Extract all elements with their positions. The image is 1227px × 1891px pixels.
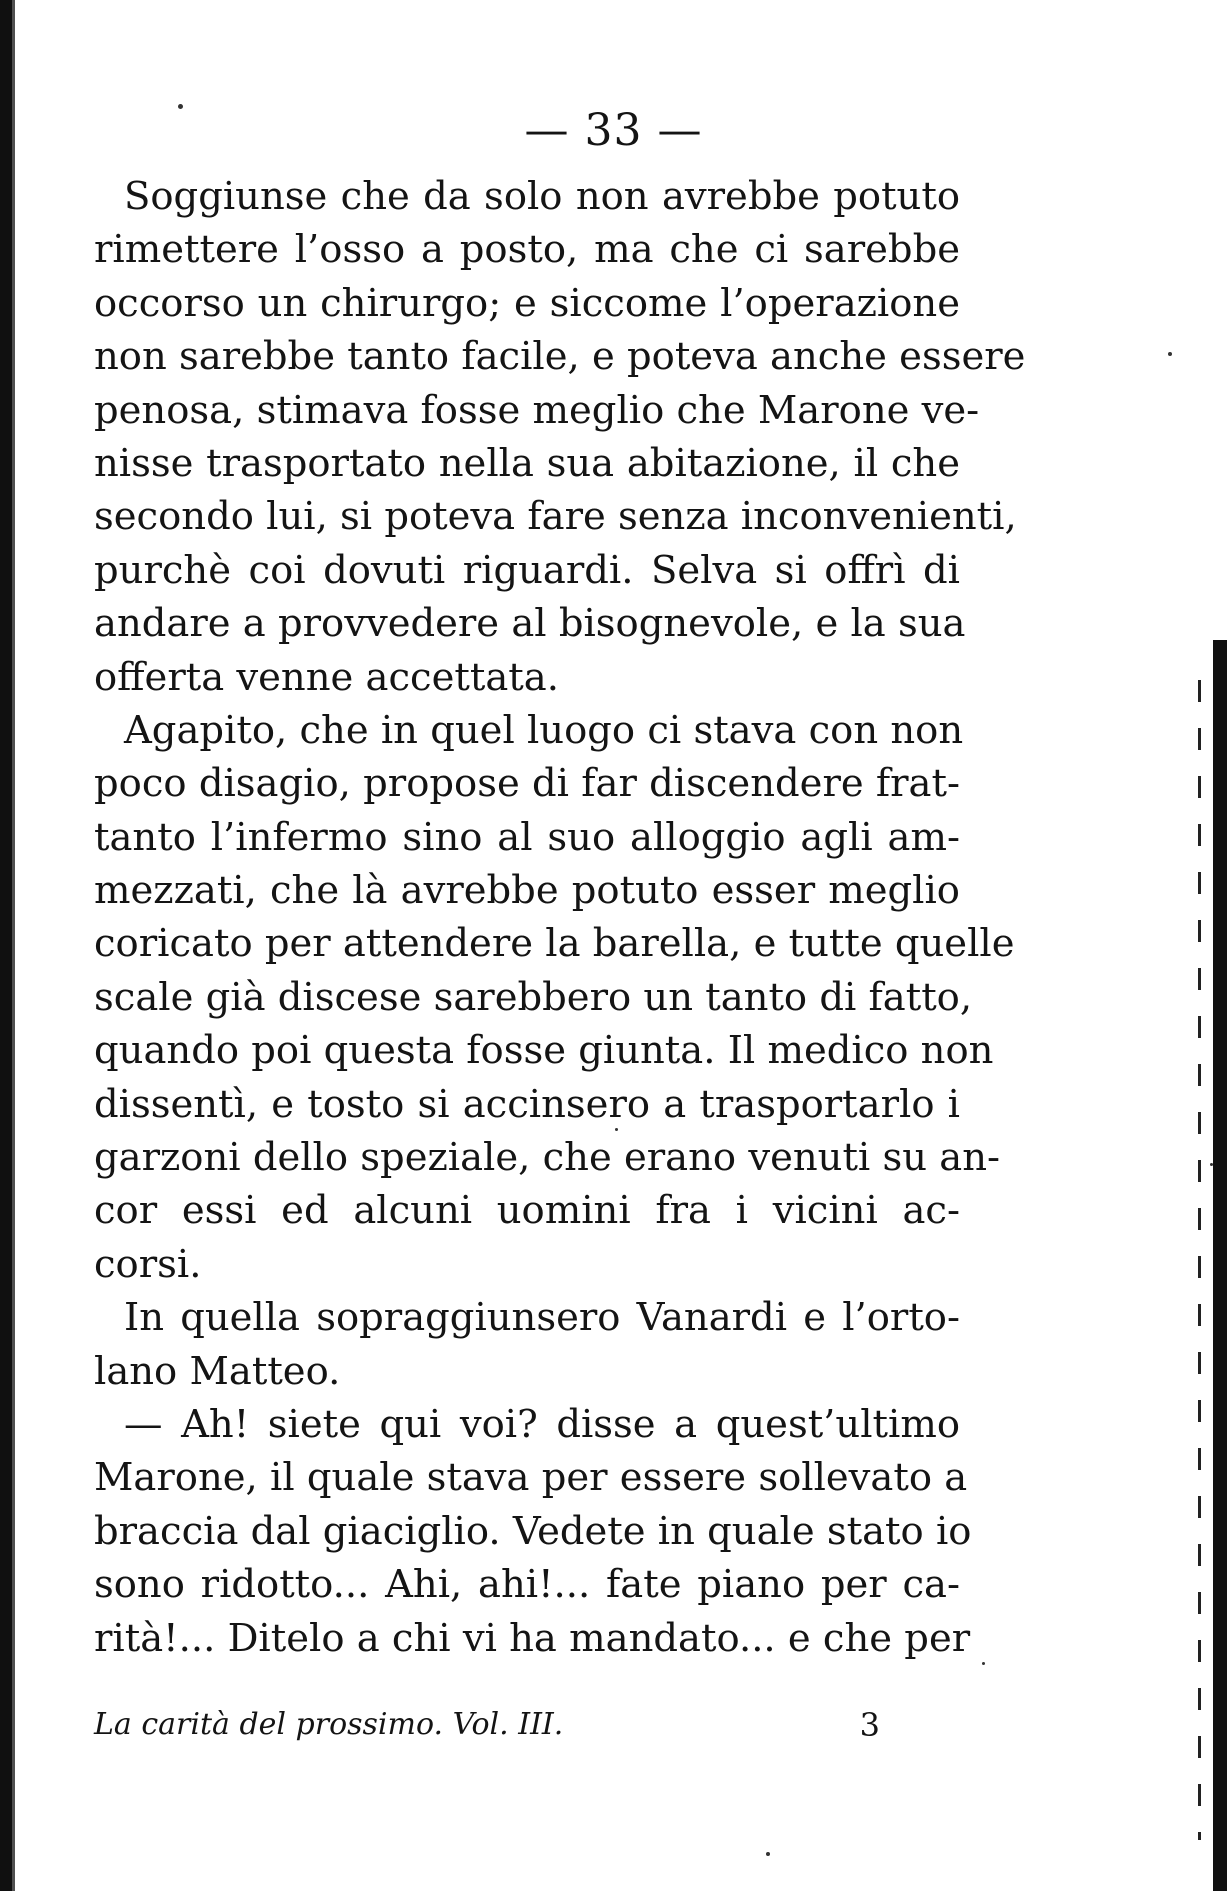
text-line: cor essi ed alcuni uomini fra i vicini ac- xyxy=(94,1188,960,1234)
text-line: corsi. xyxy=(94,1241,202,1287)
text-line: In quella sopraggiunsero Vanardi e l’orto- xyxy=(124,1295,960,1341)
book-title-footer: La carità del prossimo. Vol. III. xyxy=(94,1707,564,1742)
text-line: andare a provvedere al bisognevole, e la sua xyxy=(94,601,966,647)
text-line: nisse trasportato nella sua abitazione, il che xyxy=(94,440,960,486)
scan-speck xyxy=(766,1852,770,1856)
text-line: mezzati, che là avrebbe potuto esser meglio xyxy=(94,868,960,914)
text-line: purchè coi dovuti riguardi. Selva si offrì di xyxy=(94,547,960,593)
signature-mark: 3 xyxy=(859,1706,880,1744)
scan-speck xyxy=(1168,352,1172,356)
text-line: rità!... Ditelo a chi vi ha mandato... e che per xyxy=(94,1615,971,1661)
text-line: rimettere l’osso a posto, ma che ci sarebbe xyxy=(94,227,960,273)
text-line: — Ah! siete qui voi? disse a quest’ultimo xyxy=(124,1401,960,1447)
text-line: quando poi questa fosse giunta. Il medico non xyxy=(94,1028,994,1074)
text-line: non sarebbe tanto facile, e poteva anche essere xyxy=(94,334,1026,380)
text-line: occorso un chirurgo; e siccome l’operazione xyxy=(94,280,960,326)
text-line: dissentì, e tosto si accinsero a trasportarlo i xyxy=(94,1081,960,1127)
text-line: offerta venne accettata. xyxy=(94,654,559,700)
page-spine-edge xyxy=(12,0,15,1891)
text-line: braccia dal giaciglio. Vedete in quale stato io xyxy=(94,1508,972,1554)
scan-speck xyxy=(1210,1163,1213,1166)
body-text xyxy=(94,170,1026,1665)
text-line: Soggiunse che da solo non avrebbe potuto xyxy=(124,174,960,219)
text-line: secondo lui, si poteva fare senza inconvenienti, xyxy=(94,494,1017,540)
page-spine-shadow xyxy=(0,0,12,1891)
page-right-edge-shadow xyxy=(1213,640,1227,1891)
text-line: tanto l’infermo sino al suo alloggio agli am- xyxy=(94,814,960,860)
text-line: Marone, il quale stava per essere sollevato a xyxy=(94,1455,968,1501)
text-line: garzoni dello speziale, che erano venuti su an- xyxy=(94,1135,1001,1181)
text-line: lano Matteo. xyxy=(94,1348,341,1394)
page-number: — 33 — xyxy=(524,105,703,156)
page-right-edge-marks xyxy=(1198,680,1201,1840)
text-line: Agapito, che in quel luogo ci stava con non xyxy=(124,707,964,753)
text-line: penosa, stimava fosse meglio che Marone ve- xyxy=(94,387,980,433)
text-line: sono ridotto... Ahi, ahi!... fate piano per ca- xyxy=(94,1562,960,1608)
text-line: coricato per attendere la barella, e tutte quelle xyxy=(94,921,1015,967)
text-line: scale già discese sarebbero un tanto di fatto, xyxy=(94,974,973,1020)
text-line: poco disagio, propose di far discendere frat- xyxy=(94,761,960,807)
footer-signature-line xyxy=(94,1700,960,1750)
scan-speck xyxy=(982,1662,985,1665)
